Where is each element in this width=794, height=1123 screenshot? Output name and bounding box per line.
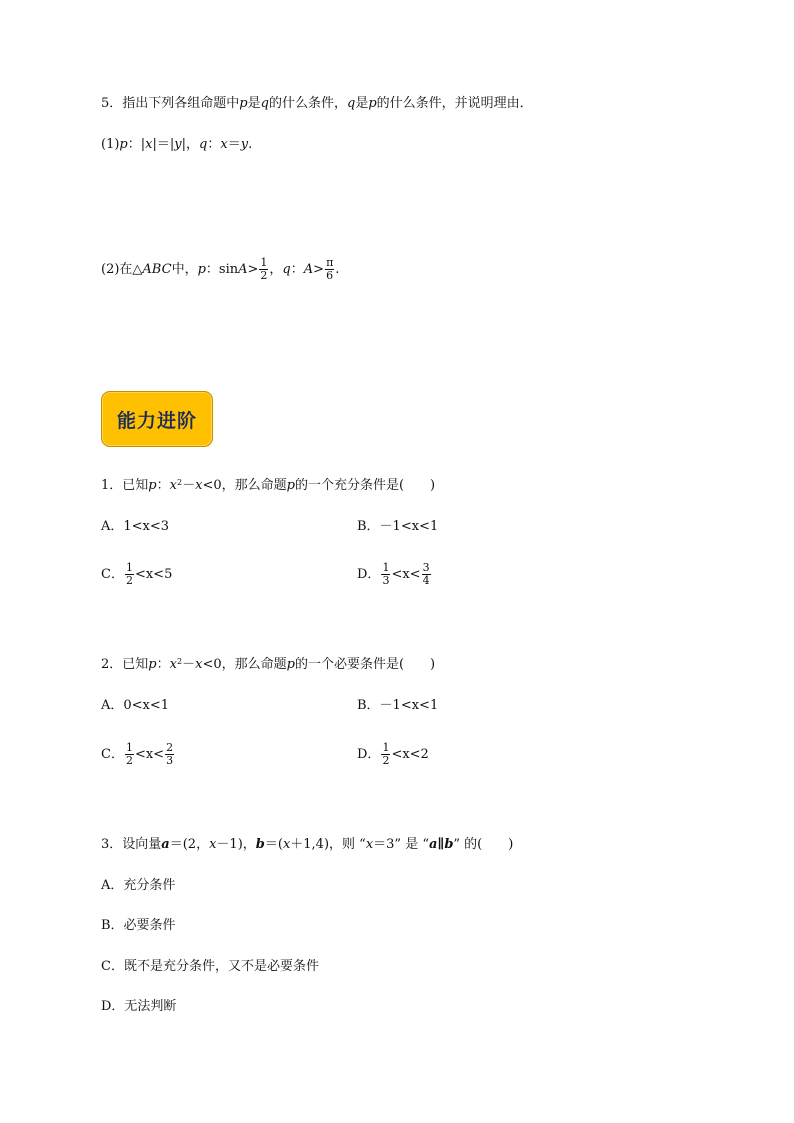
text: ：| <box>127 137 146 152</box>
var-p: p <box>148 657 157 672</box>
fraction <box>125 562 134 587</box>
text: ＝( <box>264 837 283 852</box>
var-A: A <box>238 262 248 277</box>
text: . <box>248 137 253 152</box>
option-text: C．既不是充分条件，又不是必要条件 <box>101 959 319 974</box>
option-text: <x<5 <box>134 567 173 582</box>
option-text: B．必要条件 <box>101 918 176 933</box>
q2-option-b[interactable] <box>357 698 438 714</box>
part-label: (1) <box>101 137 120 152</box>
q1-option-b[interactable] <box>357 519 438 535</box>
vector-b: b <box>444 837 454 852</box>
denominator: 2 <box>125 574 133 587</box>
text: ＝ <box>227 137 241 152</box>
text: ＝3” 是 “ <box>373 837 429 852</box>
q1-stem <box>101 478 435 494</box>
var-x: x <box>195 478 203 493</box>
q5-number: 5． <box>101 96 123 111</box>
text: ： <box>156 657 170 672</box>
q5-text: 的什么条件， <box>268 96 347 111</box>
text: 中， <box>171 262 198 277</box>
fraction <box>381 562 390 587</box>
option-text: A．1<x<3 <box>101 519 170 534</box>
var-x: x <box>209 837 217 852</box>
text: 的一个充分条件是( ) <box>294 478 436 493</box>
var-q: q <box>346 96 356 111</box>
denominator: 3 <box>166 754 174 767</box>
exponent: 2 <box>176 478 183 487</box>
text: 已知 <box>122 657 149 672</box>
option-text: <x< <box>391 567 421 582</box>
fraction <box>125 742 134 767</box>
text: ： <box>156 478 170 493</box>
option-text: A．充分条件 <box>101 878 176 893</box>
text: . <box>335 262 340 277</box>
text: ：sin <box>205 262 239 277</box>
var-x: x <box>220 137 228 152</box>
var-p: p <box>368 96 377 111</box>
text: |＝| <box>152 137 175 152</box>
text: <0，那么命题 <box>202 478 287 493</box>
q2-number: 2． <box>101 657 123 672</box>
var-x: x <box>365 837 374 852</box>
q2-option-c[interactable] <box>101 737 175 773</box>
text: 设向量 <box>122 837 162 852</box>
section-badge <box>101 391 213 447</box>
var-A: A <box>303 262 314 277</box>
option-text: B．－1<x<1 <box>357 519 439 534</box>
q1-number: 1． <box>101 478 123 493</box>
numerator: 1 <box>382 741 390 754</box>
option-label: D． <box>357 747 381 762</box>
var-p: p <box>119 137 128 152</box>
vector-a: a <box>161 837 170 852</box>
q1-option-d[interactable] <box>357 557 432 593</box>
q3-stem <box>101 837 513 853</box>
q1-option-a[interactable] <box>101 519 169 535</box>
numerator: 3 <box>422 561 430 574</box>
option-text: D．无法判断 <box>101 999 177 1014</box>
text: > <box>313 262 325 277</box>
q3-option-d[interactable] <box>101 999 176 1015</box>
section-badge-label: 能力进阶 <box>116 409 197 432</box>
fraction <box>422 562 431 587</box>
option-text: <x<2 <box>391 747 429 762</box>
q3-option-c[interactable] <box>101 959 319 975</box>
q5-text: 是 <box>247 96 261 111</box>
part-label: (2)在△ <box>101 262 143 277</box>
denominator: 3 <box>382 574 390 587</box>
q3-option-b[interactable] <box>101 918 176 934</box>
q5-part2 <box>101 252 339 288</box>
numerator: 1 <box>125 741 133 754</box>
option-label: C． <box>101 567 124 582</box>
var-p: p <box>239 96 248 111</box>
var-p: p <box>148 478 157 493</box>
var-q: q <box>282 262 291 277</box>
text: 的一个必要条件是( ) <box>294 657 436 672</box>
q5-text: 的什么条件，并说明理由． <box>376 96 533 111</box>
q5-part1 <box>101 137 252 153</box>
text: － <box>182 478 196 493</box>
q3-option-a[interactable] <box>101 878 175 894</box>
denominator: 2 <box>260 269 268 282</box>
q5-stem <box>101 96 533 112</box>
text: ： <box>290 262 304 277</box>
var-p: p <box>286 657 295 672</box>
denominator: 2 <box>382 754 390 767</box>
q2-stem <box>101 657 435 673</box>
var-y: y <box>240 137 249 152</box>
q1-option-c[interactable] <box>101 557 172 593</box>
option-label: D． <box>357 567 381 582</box>
var-x: x <box>169 478 177 493</box>
var-x: x <box>282 837 291 852</box>
var-p: p <box>286 478 295 493</box>
text: |， <box>181 137 199 152</box>
var-x: x <box>169 657 177 672</box>
text: <0，那么命题 <box>202 657 287 672</box>
text: 已知 <box>122 478 149 493</box>
text: ： <box>207 137 221 152</box>
var-q: q <box>199 137 208 152</box>
q2-option-a[interactable] <box>101 698 169 714</box>
parallel-symbol: ∥ <box>437 837 445 852</box>
numerator: 1 <box>260 256 268 269</box>
text: ＝(2， <box>169 837 210 852</box>
text: －1)， <box>216 837 256 852</box>
option-text: <x< <box>134 747 165 762</box>
denominator: 2 <box>125 754 133 767</box>
text: ， <box>269 262 283 277</box>
triangle-name: ABC <box>142 262 172 277</box>
var-x: x <box>145 137 153 152</box>
q5-text: 是 <box>355 96 369 111</box>
var-y: y <box>174 137 182 152</box>
fraction <box>381 742 390 767</box>
denominator: 4 <box>422 574 430 587</box>
numerator: 1 <box>382 561 390 574</box>
var-x: x <box>195 657 203 672</box>
q5-text: 指出下列各组命题中 <box>122 96 240 111</box>
exponent: 2 <box>176 657 183 666</box>
q3-number: 3． <box>101 837 123 852</box>
text: > <box>247 262 259 277</box>
text: － <box>182 657 196 672</box>
text: ” 的( ) <box>453 837 514 852</box>
numerator: π <box>326 256 334 269</box>
denominator: 6 <box>326 269 334 282</box>
option-label: C． <box>101 747 124 762</box>
numerator: 1 <box>125 561 133 574</box>
fraction <box>259 257 268 282</box>
vector-a: a <box>428 837 438 852</box>
var-p: p <box>197 262 206 277</box>
vector-b: b <box>255 837 265 852</box>
option-text: B．－1<x<1 <box>357 698 439 713</box>
var-q: q <box>260 96 269 111</box>
numerator: 2 <box>166 741 174 754</box>
option-text: A．0<x<1 <box>101 698 170 713</box>
fraction <box>165 742 174 767</box>
q2-option-d[interactable] <box>357 737 429 773</box>
text: ＋1,4)，则 “ <box>290 837 366 852</box>
fraction <box>325 257 334 282</box>
